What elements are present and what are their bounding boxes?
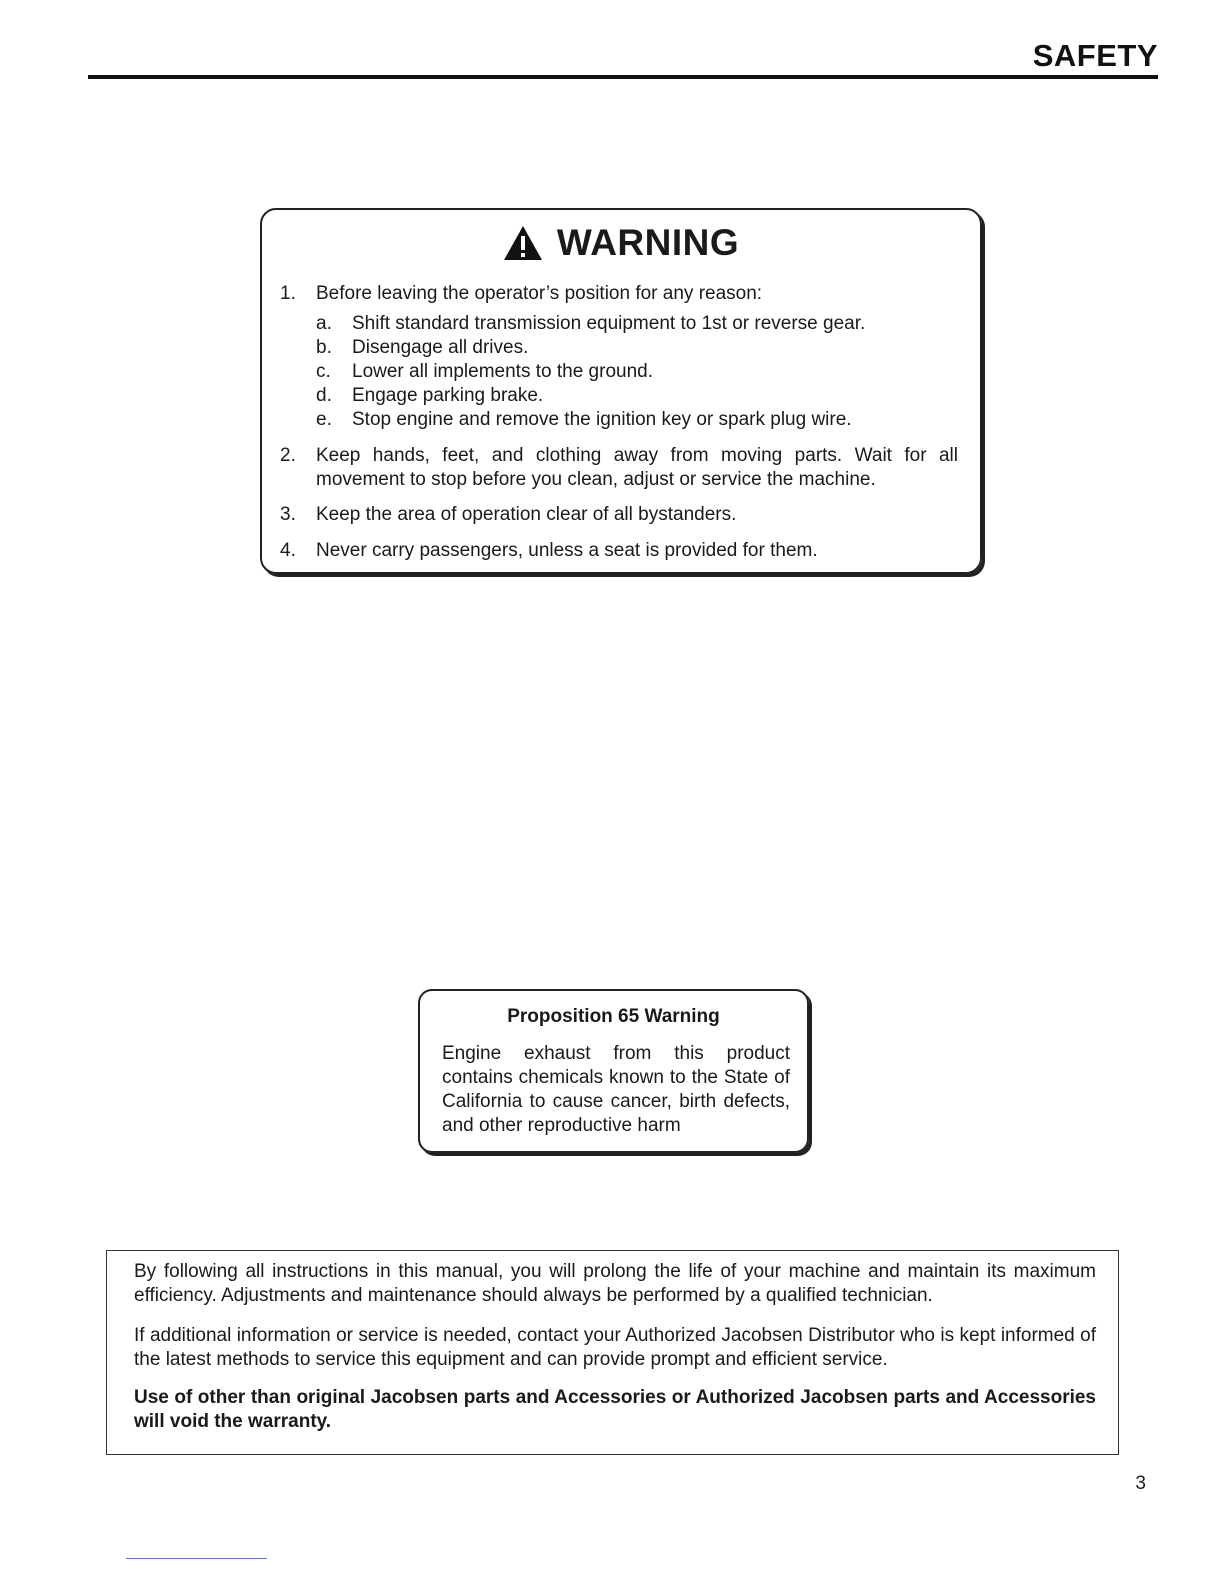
subitem-letter: b.	[316, 337, 332, 358]
warning-heading-text: WARNING	[556, 222, 740, 263]
prop65-warning-box	[418, 989, 809, 1153]
header-rule	[88, 75, 1158, 79]
subitem-letter: c.	[316, 361, 331, 382]
page-number: 3	[1135, 1473, 1146, 1494]
subitem-text: Shift standard transmission equipment to 1st or reverse gear.	[352, 313, 866, 334]
subitem-letter: d.	[316, 385, 332, 406]
page-section-title: SAFETY	[1032, 38, 1158, 73]
info-paragraph: By following all instructions in this manual, you will prolong the life of your machine and maintain its maximum efficiency. Adjustments and maintenance should always be performed by a qualified technician.	[134, 1261, 1096, 1306]
prop65-body: Engine exhaust from this product contains chemicals known to the State of California to cause cancer, birth defects, and other reproductive harm	[442, 1043, 790, 1136]
info-paragraph: If additional information or service is needed, contact your Authorized Jacobsen Distributor who is kept informed of the latest methods to service this equipment and can provide prompt and efficient service.	[134, 1325, 1096, 1370]
subitem-text: Disengage all drives.	[352, 337, 529, 358]
warning-triangle-icon	[503, 225, 543, 261]
warning-item-text: Never carry passengers, unless a seat is provided for them.	[316, 540, 818, 561]
subitem-text: Lower all implements to the ground.	[352, 361, 653, 382]
warning-item-number: 2.	[280, 445, 296, 466]
warning-box	[260, 208, 982, 574]
warning-item-number: 3.	[280, 504, 296, 525]
subitem-letter: a.	[316, 313, 332, 334]
prop65-title: Proposition 65 Warning	[507, 1006, 720, 1027]
warning-item-text: Keep the area of operation clear of all bystanders.	[316, 504, 737, 525]
subitem-text: Stop engine and remove the ignition key or spark plug wire.	[352, 409, 852, 430]
subitem-text: Engage parking brake.	[352, 385, 544, 406]
warning-item-text: Before leaving the operator’s position for any reason:	[316, 283, 763, 304]
warning-item-number: 1.	[280, 283, 296, 304]
subitem-letter: e.	[316, 409, 332, 430]
info-box	[106, 1250, 1119, 1455]
footer-rule	[126, 1558, 267, 1559]
warning-item-text: Keep hands, feet, and clothing away from moving parts. Wait for all movement to stop before you clean, adjust or service the machine.	[316, 445, 958, 490]
warning-item-number: 4.	[280, 540, 296, 561]
warning-heading	[262, 222, 980, 264]
warranty-notice: Use of other than original Jacobsen parts and Accessories or Authorized Jacobsen parts and Accessories will void the warranty.	[134, 1387, 1096, 1432]
